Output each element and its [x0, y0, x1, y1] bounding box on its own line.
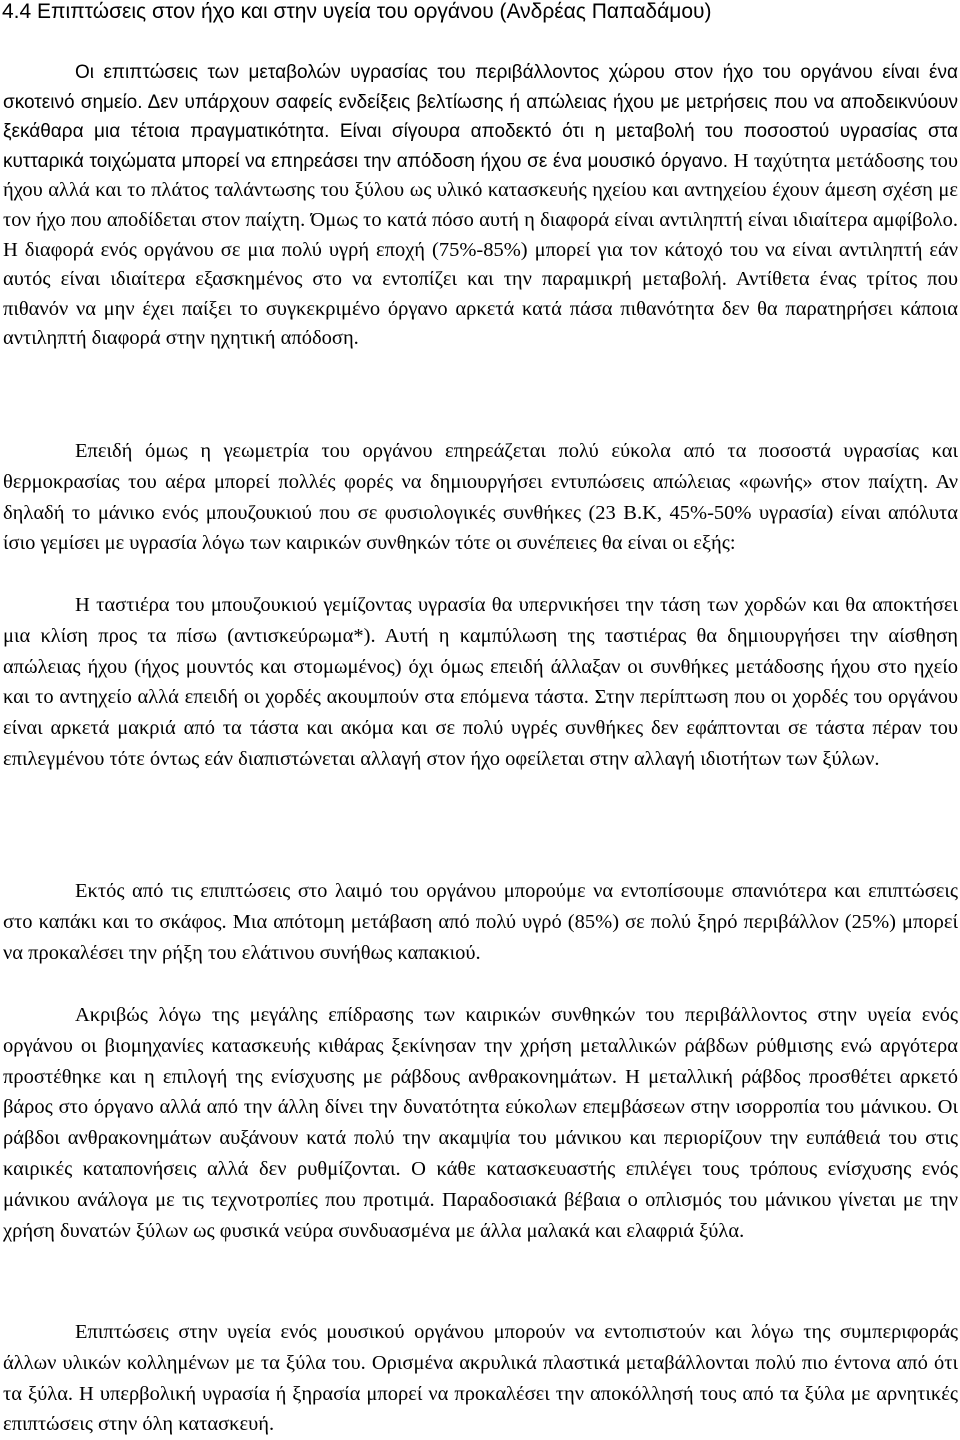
paragraph-1-serif-run: Η ταχύτητα μετάδοσης του ήχου αλλά και το πλάτος ταλάντωσης του ξύλου ως υλικό κατασκευής ηχείου και αντηχείου έχουν άμεση σχέση με τον ήχο που αποδίδεται στον παίχτη. Όμως το κατά πόσο αυτή η διαφορά είναι αντιληπτή είναι ιδιαίτερα αμφίβολο. Η διαφορά ενός οργάνου σε μια πολύ υγρή εποχή (75%-85%) μπορεί για τον κάτοχό του να είναι αντιληπτή εάν αυτός είναι ιδιαίτερα εξασκημένος στο να εντοπίζει και την παραμικρή μεταβολή. Αντίθετα ένας τρίτος που πιθανόν να μην έχει παίξει το συγκεκριμένο όργανο αρκετά κατά πάσα πιθανότητα δεν θα παρατηρήσει κάποια αντιληπτή διαφορά στην ηχητική απόδοση.: [3, 149, 959, 350]
paragraph-1-sans-run: Οι επιπτώσεις των μεταβολών υγρασίας του περιβάλλοντος χώρου στον ήχο του οργάνου είναι ένα σκοτεινό σημείο. Δεν υπάρχουν σαφείς ενδείξεις βελτίωσης ή απώλειας ήχου με μετρήσεις που να αποδεικνύουν ξεκάθαρα μια τέτοια πραγματικότητα. Είναι σίγουρα αποδεκτό ότι η μεταβολή του ποσοστού υγρασίας στα κυτταρικά τοιχώματα μπορεί να επηρεάσει την απόδοση ήχου σε ένα μουσικό όργανο.: [3, 62, 958, 172]
paragraph-6: Επιπτώσεις στην υγεία ενός μουσικού οργάνου μπορούν να εντοπιστούν και λόγω της συμπεριφοράς άλλων υλικών κολλημένων με τα ξύλα του. Ορισμένα ακρυλικά πλαστικά μεταβάλλονται πολύ πιο έντονα από ότι τα ξύλα. Η υπερβολική υγρασία ή ξηρασία μπορεί να προκαλέσει την αποκόλλησή τους από τα ξύλα με αρνητικές επιπτώσεις στην όλη κατασκευή.: [3, 1321, 958, 1436]
paragraph-1: [3, 58, 958, 354]
paragraph-2: Επειδή όμως η γεωμετρία του οργάνου επηρεάζεται πολύ εύκολα από τα ποσοστά υγρασίας και θερμοκρασίας του αέρα μπορεί πολλές φορές να δημιουργήσει εντυπώσεις απώλειας «φωνής» στον παίχτη. Αν δηλαδή το μάνικο ενός μπουζουκιού που σε φυσιολογικές συνθήκες (23 Β.Κ, 45%-50% υγρασία) είναι απόλυτα ίσιο γεμίσει με υγρασία λόγω των καιρικών συνθηκών τότε οι συνέπειες θα είναι οι εξής:: [3, 440, 958, 555]
paragraph-5: Ακριβώς λόγω της μεγάλης επίδρασης των καιρικών συνθηκών του περιβάλλοντος στην υγεία ενός οργάνου οι βιομηχανίες κατασκευής κιθάρας ξεκίνησαν την χρήση μεταλλικών ράβδων ρύθμισης ενώ αργότερα προστέθηκε και η επιλογή της ενίσχυσης με ράβδους ανθρακονημάτων. Η μεταλλική ράβδος προσθέτει αρκετό βάρος στο όργανο αλλά από την άλλη δίνει την δυνατότητα εύκολων επεμβάσεων στην ισορροπία του μάνικου. Οι ράβδοι ανθρακονημάτων αυξάνουν κατά πολύ την ακαμψία του μάνικου και περιορίζουν την ευπάθειά του στις καιρικές καταπονήσεις αλλά δεν ρυθμίζονται. Ο κάθε κατασκευαστής επιλέγει τους τρόπους ενίσχυσης ενός μάνικου ανάλογα με τις τεχνοτροπίες που προτιμά. Παραδοσιακά βέβαια ο οπλισμός του μάνικου γίνεται με την χρήση δυνατών ξύλων ως φυσικά νεύρα συνδυασμένα με άλλα μαλακά και ελαφριά ξύλα.: [3, 1004, 958, 1242]
paragraph-3: Η ταστιέρα του μπουζουκιού γεμίζοντας υγρασία θα υπερνικήσει την τάση των χορδών και θα αποκτήσει μια κλίση προς τα πίσω (αντισκεύρωμα*). Αυτή η καμπύλωση της ταστιέρας θα δημιουργήσει την αίσθηση απώλειας ήχου (ήχος μουντός και στομωμένος) όχι όμως επειδή άλλαξαν οι συνθήκες μετάδοσης ήχου στο ηχείο και το αντηχείο αλλά επειδή οι χορδές ακουμπούν στα επόμενα τάστα. Στην περίπτωση που οι χορδές του οργάνου είναι αρκετά μακριά από τα τάστα και ακόμα και σε πολύ υγρές συνθήκες δεν εφάπτονται σε τάστα πέραν του επιλεγμένου τότε όντως εάν διαπιστώνεται αλλαγή στον ήχο οφείλεται στην αλλαγή ιδιοτήτων των ξύλων.: [3, 594, 958, 770]
section-heading: 4.4 Επιπτώσεις στον ήχο και στην υγεία του οργάνου (Ανδρέας Παπαδάμου): [2, 0, 712, 23]
paragraph-4: Εκτός από τις επιπτώσεις στο λαιμό του οργάνου μπορούμε να εντοπίσουμε σπανιότερα και επιπτώσεις στο καπάκι και το σκάφος. Μια απότομη μετάβαση από πολύ υγρό (85%) σε πολύ ξηρό περιβάλλον (25%) μπορεί να προκαλέσει την ρήξη του ελάτινου συνήθως καπακιού.: [3, 880, 958, 964]
